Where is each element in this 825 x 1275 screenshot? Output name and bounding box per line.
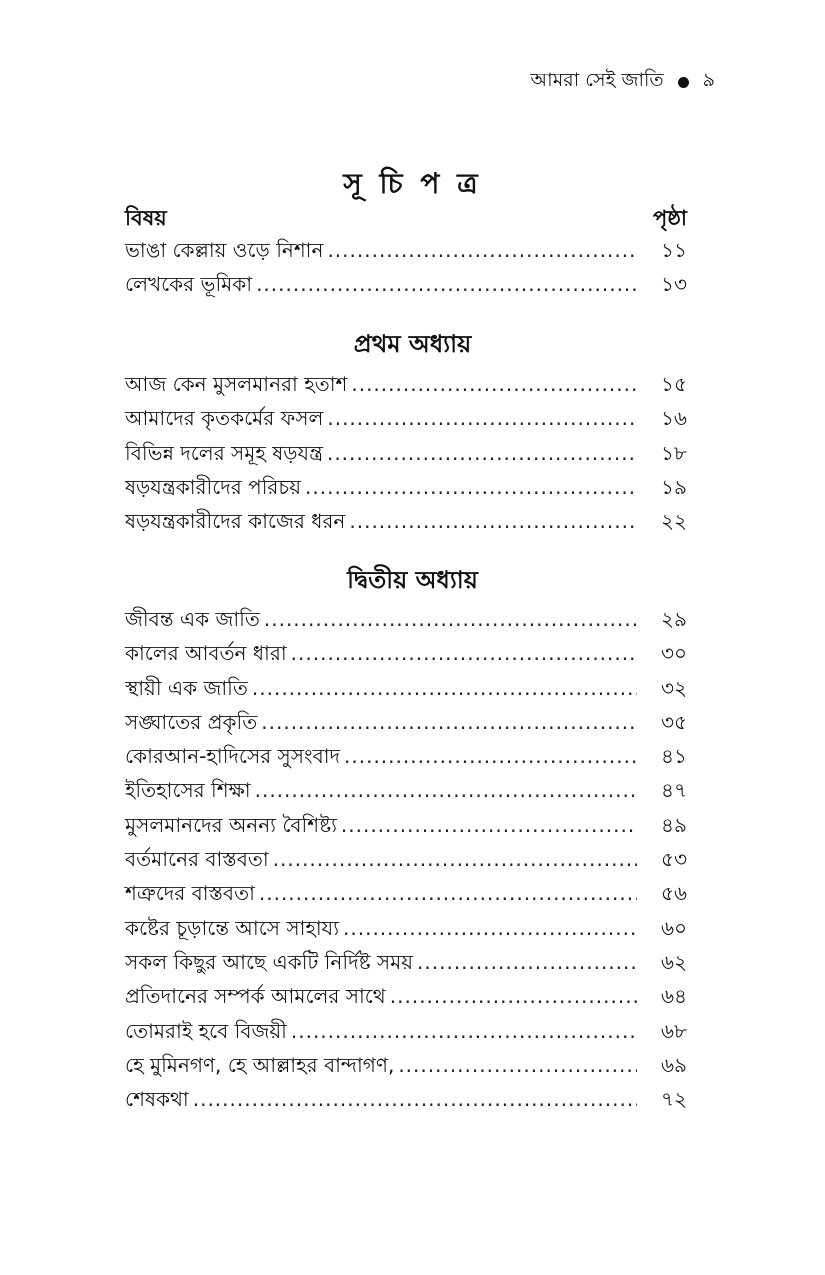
- toc-entry-title: ষড়যন্ত্রকারীদের পরিচয়: [125, 474, 302, 499]
- dot-leader: [343, 916, 637, 940]
- toc-entry[interactable]: [125, 236, 687, 270]
- page-number: ৯: [702, 69, 715, 91]
- toc-entry-page: ৬৪: [661, 984, 687, 1009]
- toc-entry-page: ১৫: [661, 372, 687, 396]
- toc-entry-title: তোমরাই হবে বিজয়ী: [125, 1018, 287, 1043]
- dot-leader: [255, 778, 637, 802]
- dot-leader: [252, 676, 637, 700]
- toc-entry-title: আজ কেন মুসলমানরা হতাশ: [125, 372, 348, 396]
- toc-entry[interactable]: [125, 439, 687, 473]
- toc-entry[interactable]: [125, 982, 687, 1016]
- toc-entry-page: ৭২: [660, 1087, 687, 1112]
- toc-entry-title: ইতিহাসের শিক্ষা: [125, 778, 251, 803]
- dot-leader: [261, 710, 637, 734]
- toc-entry-title: মুসলমানদের অনন্য বৈশিষ্ট্য: [125, 812, 337, 837]
- toc-entry-page: ২৯: [661, 607, 687, 631]
- toc-entry-page: ২২: [660, 509, 687, 534]
- toc-entry-title: কষ্টের চূড়ান্তে আসে সাহায্য: [125, 915, 340, 940]
- bullet-icon: [678, 77, 689, 88]
- toc-entry-title: হে মুমিনগণ, হে আল্লাহর বান্দাগণ,: [125, 1052, 395, 1077]
- dot-leader: [291, 641, 637, 665]
- toc-entry[interactable]: [125, 948, 687, 982]
- toc-entry-title: স্থায়ী এক জাতি: [125, 675, 248, 700]
- toc-entry[interactable]: [125, 914, 687, 948]
- toc-entry[interactable]: [125, 742, 687, 776]
- toc-entry-page: ১৯: [661, 474, 687, 499]
- toc-entry-title: লেখকের ভূমিকা: [125, 272, 253, 297]
- dot-leader: [417, 950, 637, 974]
- toc-entry-page: ৩০: [660, 641, 687, 666]
- toc-entry[interactable]: [125, 473, 687, 507]
- toc-entry-title: কালের আবর্তন ধারা: [125, 641, 287, 666]
- toc-entry-page: ৫৩: [661, 847, 687, 872]
- dot-leader: [341, 813, 637, 837]
- toc-entry-page: ১১: [661, 238, 687, 262]
- dot-leader: [327, 441, 637, 465]
- dot-leader: [327, 406, 637, 430]
- toc-entry-page: ১৩: [661, 272, 687, 297]
- dot-leader: [349, 509, 637, 533]
- dot-leader: [193, 1087, 637, 1111]
- dot-leader: [398, 1053, 637, 1077]
- intro-entries: [125, 236, 687, 305]
- chapter-2-heading: দ্বিতীয় অধ্যায়: [347, 566, 478, 594]
- toc-entry-page: ৬৯: [661, 1052, 687, 1077]
- toc-entry[interactable]: [125, 811, 687, 845]
- toc-entry-title: বর্তমানের বাস্তবতা: [125, 847, 269, 872]
- toc-entry[interactable]: [125, 507, 687, 541]
- chapter-2-entries: [125, 605, 687, 1119]
- toc-entry[interactable]: [125, 370, 687, 404]
- dot-leader: [390, 984, 637, 1008]
- toc-entry-title: সঙ্ঘাতের প্রকৃতি: [125, 709, 258, 734]
- toc-entry-page: ৪৭: [661, 778, 687, 803]
- toc-title: সূ চি প ত্র: [343, 167, 482, 200]
- toc-entry-page: ৩৫: [661, 709, 687, 734]
- dot-leader: [305, 475, 637, 499]
- dot-leader: [291, 1019, 637, 1043]
- toc-entry-title: আমাদের কৃতকর্মের ফসল: [125, 406, 324, 431]
- toc-entry[interactable]: [125, 845, 687, 879]
- dot-leader: [273, 847, 637, 871]
- toc-entry-title: প্রতিদানের সম্পর্ক আমলের সাথে: [125, 984, 386, 1009]
- dot-leader: [259, 881, 637, 905]
- dot-leader: [256, 272, 637, 296]
- page-column-head: পৃষ্ঠা: [652, 206, 687, 230]
- toc-entry-page: ৪৯: [661, 812, 687, 837]
- toc-entry-title: ভাঙা কেল্লায় ওড়ে নিশান: [125, 238, 324, 262]
- toc-entry[interactable]: [125, 404, 687, 438]
- toc-entry[interactable]: [125, 776, 687, 810]
- toc-entry[interactable]: [125, 879, 687, 913]
- dot-leader: [351, 372, 637, 396]
- toc-entry-page: ৬৮: [661, 1018, 687, 1043]
- toc-entry-title: শত্রুদের বাস্তবতা: [125, 881, 255, 906]
- toc-entry[interactable]: [125, 1017, 687, 1051]
- toc-entry[interactable]: [125, 1085, 687, 1119]
- toc-entry-page: ৬২: [660, 949, 687, 974]
- dot-leader: [344, 744, 637, 768]
- toc-entry-title: ষড়যন্ত্রকারীদের কাজের ধরন: [125, 509, 346, 534]
- subject-column-head: বিষয়: [125, 206, 167, 230]
- toc-entry[interactable]: [125, 1051, 687, 1085]
- dot-leader: [327, 238, 637, 262]
- book-title: আমরা সেই জাতি: [530, 69, 664, 91]
- chapter-1-heading: প্রথম অধ্যায়: [353, 330, 472, 358]
- toc-entry-title: কোরআন-হাদিসের সুসংবাদ: [125, 744, 341, 769]
- toc-entry-title: জীবন্ত এক জাতি: [125, 607, 260, 631]
- toc-entry-page: ১৮: [661, 440, 687, 465]
- dot-leader: [264, 607, 637, 631]
- toc-entry-title: বিভিন্ন দলের সমূহ ষড়যন্ত্র: [125, 440, 323, 465]
- toc-entry-title: সকল কিছুর আছে একটি নির্দিষ্ট সময়: [125, 949, 414, 974]
- toc-entry-page: ৬০: [660, 915, 687, 940]
- toc-entry-page: ৩২: [660, 675, 687, 700]
- toc-entry-page: ৫৬: [661, 881, 687, 906]
- toc-entry-page: ৪১: [661, 744, 687, 769]
- running-header: [531, 66, 715, 98]
- toc-entry[interactable]: [125, 605, 687, 639]
- toc-entry[interactable]: [125, 270, 687, 304]
- toc-entry[interactable]: [125, 708, 687, 742]
- column-heads: [125, 202, 687, 237]
- toc-entry-title: শেষকথা: [125, 1087, 189, 1112]
- toc-entry[interactable]: [125, 674, 687, 708]
- toc-entry[interactable]: [125, 639, 687, 673]
- chapter-1-entries: [125, 370, 687, 541]
- toc-entry-page: ১৬: [661, 406, 687, 431]
